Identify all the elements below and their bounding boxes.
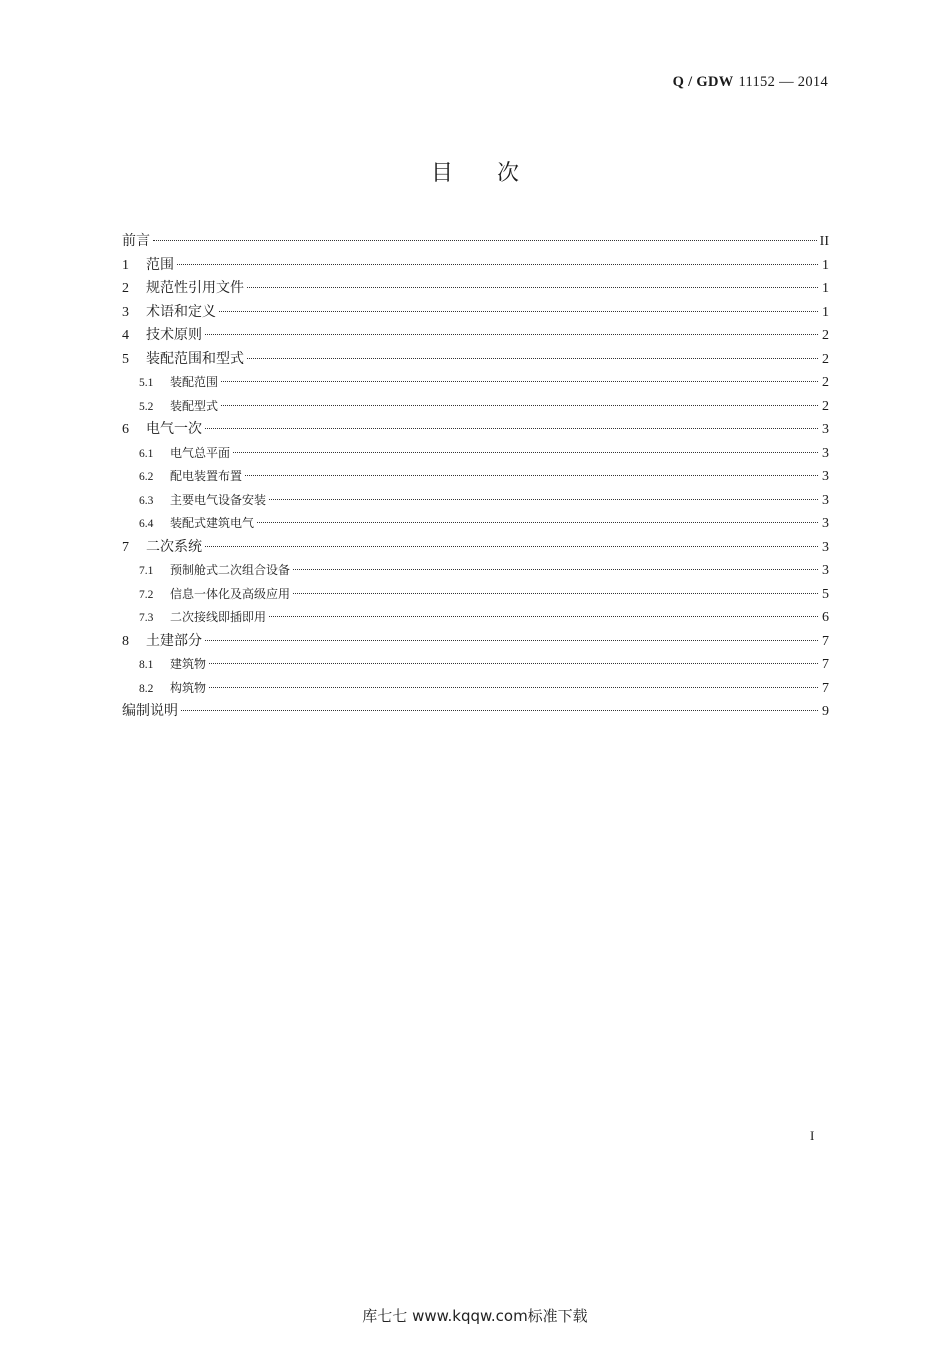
toc-entry[interactable] <box>122 324 829 348</box>
toc-entry-label: 电气一次 <box>146 421 202 437</box>
toc-entry[interactable] <box>122 371 829 395</box>
toc-entry-page: 1 <box>822 281 829 296</box>
toc-entry-label: 二次系统 <box>146 538 202 555</box>
toc-entry-number: 5.2 <box>139 400 154 413</box>
toc-leader-dots <box>269 616 818 617</box>
toc-entry-page: 9 <box>822 704 829 719</box>
toc-entry[interactable] <box>122 442 829 466</box>
toc-leader-dots <box>245 475 818 476</box>
toc-entry-page: 1 <box>822 257 829 273</box>
toc-leader-dots <box>219 311 818 312</box>
toc-entry-label: 前言 <box>122 233 150 249</box>
toc-entry[interactable] <box>122 254 829 278</box>
toc-entry-number: 5 <box>122 351 129 367</box>
toc-entry[interactable] <box>122 677 829 701</box>
toc-entry-label: 规范性引用文件 <box>146 280 244 296</box>
toc-leader-dots <box>205 428 818 429</box>
standard-code-number: 11152 — 2014 <box>738 74 828 90</box>
toc-leader-dots <box>221 381 818 382</box>
toc-entry-label: 预制舱式二次组合设备 <box>170 563 291 577</box>
page-title: 目次 <box>430 161 563 186</box>
toc-entry-page: 2 <box>822 375 829 390</box>
toc-entry-label: 装配范围和型式 <box>146 350 244 367</box>
toc-leader-dots <box>177 264 818 265</box>
toc-entry-number: 1 <box>122 257 129 273</box>
toc-leader-dots <box>205 334 818 335</box>
toc-entry[interactable] <box>122 512 829 536</box>
toc-entry-label: 建筑物 <box>170 657 207 671</box>
toc-entry[interactable] <box>122 653 829 677</box>
toc-entry[interactable] <box>122 700 829 724</box>
toc-entry-label: 装配式建筑电气 <box>170 516 255 530</box>
toc-leader-dots <box>269 499 818 500</box>
toc-entry-number: 8.2 <box>139 682 154 695</box>
toc-entry-number: 8 <box>122 633 129 649</box>
toc-entry[interactable] <box>122 277 829 301</box>
toc-leader-dots <box>181 710 818 711</box>
toc-entry-page: 7 <box>822 680 829 696</box>
page-number: I <box>810 1128 815 1143</box>
toc-entry-number: 6.4 <box>139 518 154 530</box>
standard-code-prefix: Q / GDW <box>672 74 734 90</box>
toc-entry-number: 7.3 <box>139 612 154 624</box>
toc-entry-page: 3 <box>822 445 829 461</box>
toc-entry-page: 6 <box>822 610 829 625</box>
table-of-contents <box>122 230 829 724</box>
toc-entry-number: 6.2 <box>139 471 154 483</box>
toc-entry-page: 3 <box>822 539 829 555</box>
toc-entry-label: 配电装置布置 <box>170 469 243 483</box>
toc-entry[interactable] <box>122 465 829 489</box>
toc-leader-dots <box>205 640 818 641</box>
toc-leader-dots <box>293 593 818 594</box>
toc-leader-dots <box>209 687 818 688</box>
toc-entry-number: 5.1 <box>139 377 154 389</box>
toc-entry-label: 主要电气设备安装 <box>170 492 267 507</box>
toc-entry[interactable] <box>122 348 829 372</box>
toc-leader-dots <box>153 240 817 241</box>
toc-entry-number: 8.1 <box>139 659 154 671</box>
toc-entry[interactable] <box>122 395 829 419</box>
standard-code <box>673 74 828 91</box>
toc-entry-number: 3 <box>122 304 129 320</box>
toc-entry-label: 土建部分 <box>146 632 202 649</box>
toc-entry-page: 2 <box>822 328 829 343</box>
toc-entry-label: 术语和定义 <box>146 303 216 320</box>
toc-entry-page: 1 <box>822 304 829 320</box>
toc-entry-number: 6.3 <box>139 494 154 507</box>
toc-entry-number: 7 <box>122 539 129 555</box>
toc-leader-dots <box>209 663 818 664</box>
toc-entry-page: 2 <box>822 351 829 367</box>
toc-entry-page: 3 <box>822 422 829 437</box>
toc-entry[interactable] <box>122 536 829 560</box>
toc-entry-page: 7 <box>822 657 829 672</box>
toc-leader-dots <box>233 452 818 453</box>
toc-leader-dots <box>221 405 818 406</box>
toc-entry-page: 7 <box>822 633 829 649</box>
toc-entry[interactable] <box>122 301 829 325</box>
toc-entry[interactable] <box>122 559 829 583</box>
toc-entry-page: 3 <box>822 469 829 484</box>
toc-entry-number: 6 <box>122 422 129 437</box>
toc-leader-dots <box>247 287 818 288</box>
toc-entry-label: 信息一体化及高级应用 <box>170 586 291 601</box>
toc-entry[interactable] <box>122 418 829 442</box>
toc-entry-label: 构筑物 <box>170 680 207 695</box>
toc-leader-dots <box>293 569 818 570</box>
toc-entry-number: 2 <box>122 281 129 296</box>
toc-entry-label: 技术原则 <box>146 327 202 343</box>
toc-entry-page: 2 <box>822 398 829 414</box>
toc-leader-dots <box>205 546 818 547</box>
toc-entry[interactable] <box>122 606 829 630</box>
toc-entry-label: 范围 <box>146 256 174 273</box>
toc-entry-page: II <box>819 234 829 249</box>
toc-entry[interactable] <box>122 230 829 254</box>
toc-entry-number: 7.2 <box>139 588 154 601</box>
toc-entry-page: 3 <box>822 492 829 508</box>
toc-entry-label: 装配型式 <box>170 398 219 413</box>
toc-entry[interactable] <box>122 583 829 607</box>
toc-entry-number: 4 <box>122 328 129 343</box>
toc-entry-label: 装配范围 <box>170 375 219 389</box>
toc-entry-number: 6.1 <box>139 447 154 460</box>
toc-entry[interactable] <box>122 489 829 513</box>
toc-entry-page: 5 <box>822 586 829 602</box>
footer-watermark: 库七七 www.kqqw.com标准下载 <box>362 1307 588 1325</box>
toc-entry-page: 3 <box>822 563 829 578</box>
toc-leader-dots <box>247 358 818 359</box>
toc-leader-dots <box>257 522 818 523</box>
toc-entry-number: 7.1 <box>139 565 154 577</box>
toc-entry-label: 电气总平面 <box>170 445 231 460</box>
toc-entry-label: 编制说明 <box>122 703 178 719</box>
toc-entry-label: 二次接线即插即用 <box>170 610 267 624</box>
toc-entry-page: 3 <box>822 516 829 531</box>
toc-entry[interactable] <box>122 630 829 654</box>
